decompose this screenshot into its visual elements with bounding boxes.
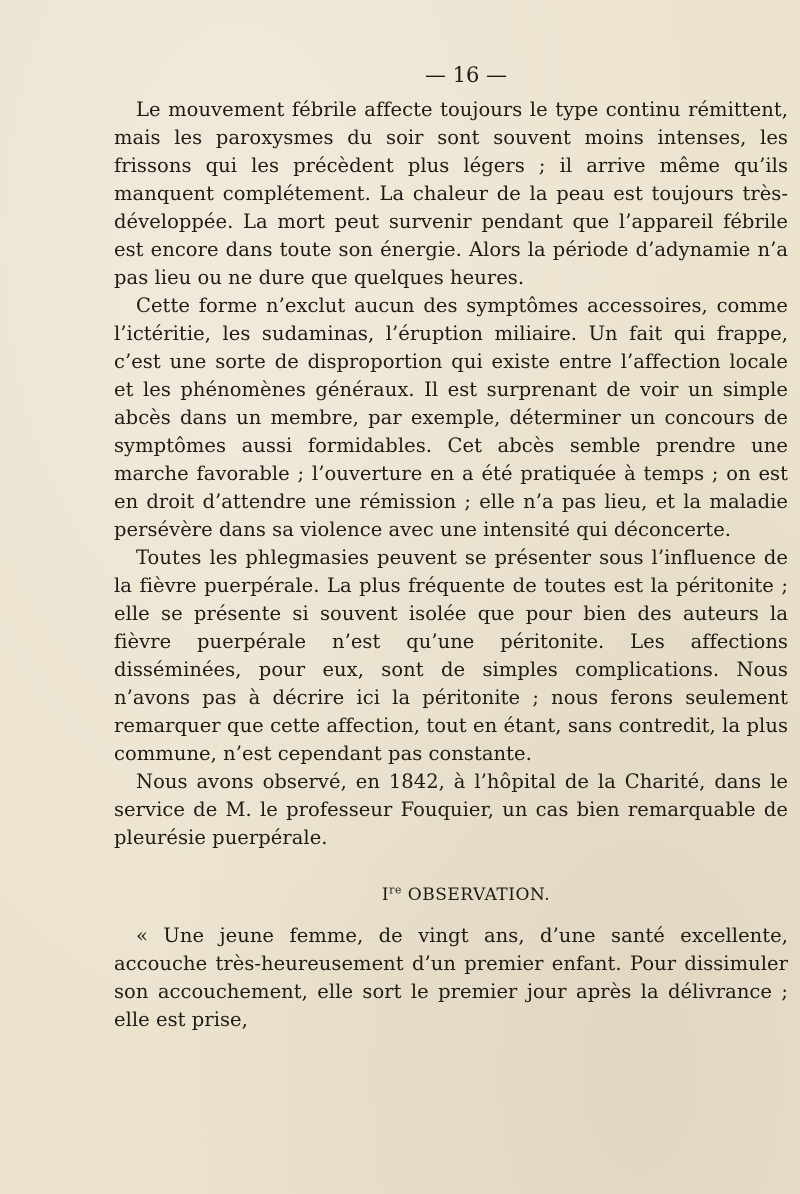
page-text — [114, 62, 788, 1034]
paragraph-observed-case: Nous avons observé, en 1842, à l’hôpital de la Charité, dans le service de M. le professeur Fouquier, un cas bien remarquable de pleurésie puerpérale. — [114, 770, 788, 849]
observation-number: I — [381, 885, 390, 905]
paragraph-phlegmasies: Toutes les phlegmasies peuvent se présenter sous l’influence de la fièvre puerpérale. La plus fréquente de toutes est la péritonite ; elle se présente si souvent isolée que pour bien des auteurs la fièvre puerpérale n’est qu’une péritonite. Les affections disséminées, pour eux, sont de simples complications. Nous n’avons pas à décrire ici la péritonite ; nous ferons seulement remarquer que cette affection, tout en étant, sans contredit, la plus commune, n’est cependant pas constante. — [114, 546, 788, 765]
paragraph-observation-text: « Une jeune femme, de vingt ans, d’une santé excellente, accouche très-heureusement d’un premier enfant. Pour dissimuler son accouchement, elle sort le premier jour après la délivrance ; elle est prise, — [114, 924, 788, 1031]
observation-heading — [114, 882, 788, 908]
observation-title: OBSERVATION. — [401, 885, 551, 905]
page-number: — 16 — — [424, 63, 508, 87]
observation-superscript: re — [389, 883, 402, 897]
paragraph-fever-movement: Le mouvement fébrile affecte toujours le type continu rémittent, mais les paroxysmes du soir sont souvent moins intenses, les frissons qui les précèdent plus légers ; il arrive même qu’ils manquent complétement. La chaleur de la peau est toujours très-développée. La mort peut survenir pendant que l’appareil fébrile est encore dans toute son énergie. Alors la période d’adynamie n’a pas lieu ou ne dure que quelques heures. — [114, 98, 788, 289]
paragraph-accessory-symptoms: Cette forme n’exclut aucun des symptômes accessoires, comme l’ictéritie, les sudaminas, l’éruption miliaire. Un fait qui frappe, c’est une sorte de disproportion qui existe entre l’affection locale et les phénomènes généraux. Il est surprenant de voir un simple abcès dans un membre, par exemple, déterminer un concours de symptômes aussi formidables. Cet abcès semble prendre une marche favorable ; l’ouverture en a été pratiquée à temps ; on est en droit d’attendre une rémission ; elle n’a pas lieu, et la maladie persévère dans sa violence avec une intensité qui déconcerte. — [114, 294, 788, 541]
